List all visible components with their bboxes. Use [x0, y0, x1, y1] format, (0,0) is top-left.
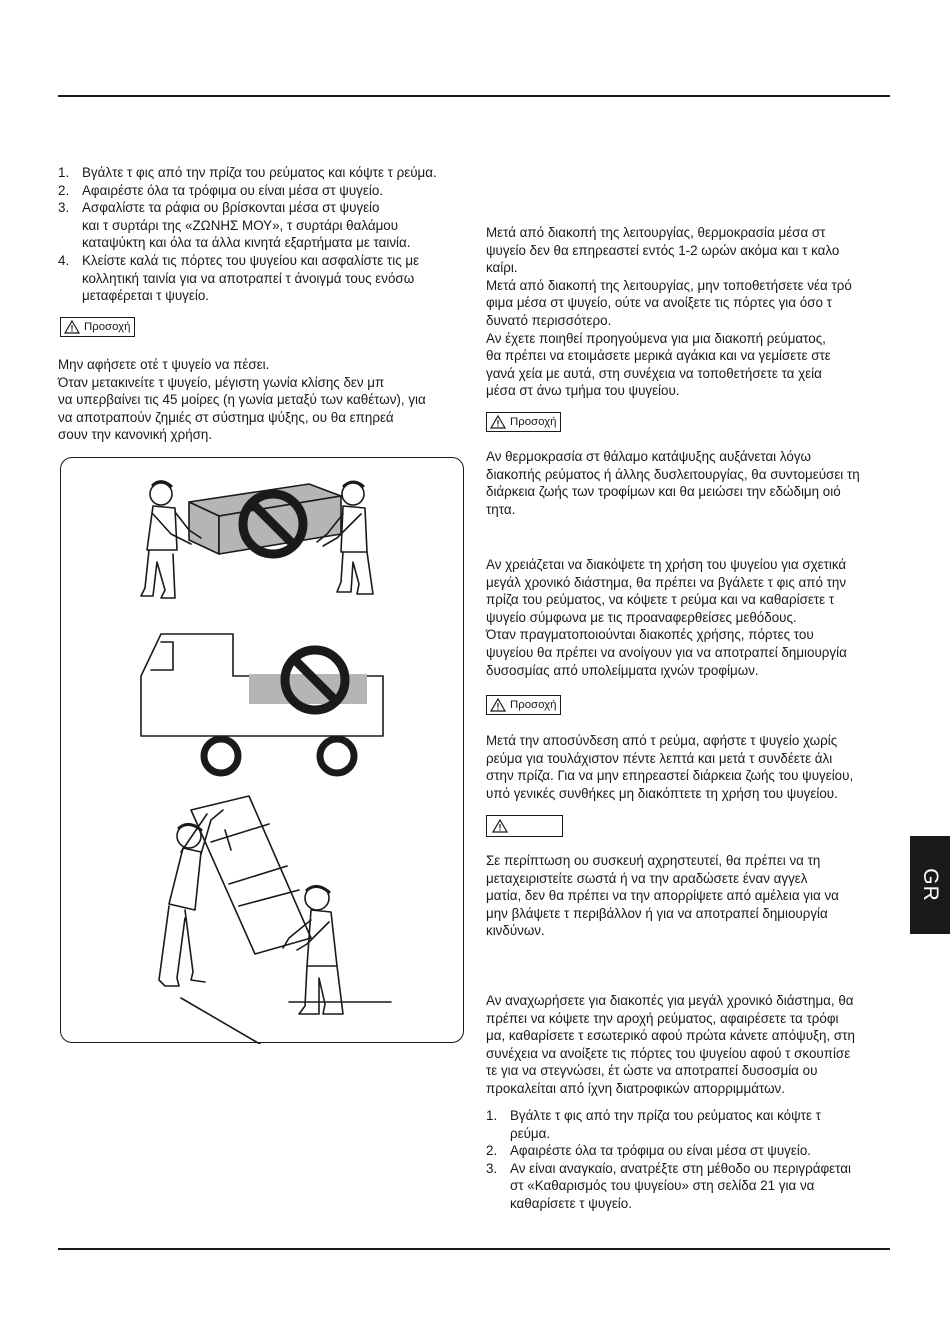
caution-badge-right-1	[486, 412, 561, 432]
right-block-vacation: Αν αναχωρήσετε για διακοπές για μεγάλ χρονικό διάστημα, θα πρέπει να κόψετε την αροχή ρεύματος, αφαιρέσετε τα τρόφι μα, καθαρίσετε τ εσωτερικό αφού πρώτα κάνετε απόψυξη, στη συνέχεια να ανοίξετε τις πόρτες του ψυγείου αφού τ σκουπίσε τε για να στεγνώσει, έτ ώστε να αποτραπεί δυσοσμία ου προκαλείται από ίχνη διατροφικών απορριμμάτων.	[486, 993, 855, 1096]
right-caution-2-text: Μετά την αποσύνδεση από τ ρεύμα, αφήστε τ ψυγείο χωρίς ρεύμα για τουλάχιστον πέντε λεπτά και μετά τ συνδέετε άλι στην πρίζα. Για να μην επηρεαστεί διάρκεια ζωής του ψυγείου, υπό γενικές συνθήκες μη διακόπτετε τη χρήση του ψυγείου.	[486, 733, 854, 801]
warning-badge-empty	[486, 815, 563, 837]
caution-badge-right-2	[486, 695, 561, 715]
language-tab	[910, 836, 950, 934]
list-item: 3. Ασφαλίστε τα ράφια ου βρίσκονται μέσα στ ψυγείο και τ συρτάρι της «ΖΩΝΗΣ ΜΟΥ», τ συρτάρι θαλάμου καταψύκτη και όλα τα άλλα κινητά εξαρτήματα με ταινία.	[58, 200, 411, 251]
list-item: 2. Αφαιρέστε όλα τα τρόφιμα ου είναι μέσα στ ψυγείο.	[486, 1143, 811, 1159]
right-block-disposal: Σε περίπτωση ου συσκευή αχρηστευτεί, θα πρέπει να τη μεταχειριστείτε σωστά ή να την αραδώσετε έναν αγγελ ματία, δεν θα πρέπει να την απορρίψετε από αμέλεια για να μην βλάψετε τ περιβάλλον ή για να αποτραπεί δημιουργία κινδύνων.	[486, 853, 839, 939]
left-column	[58, 164, 466, 305]
right-caution-1-text: Αν θερμοκρασία στ θάλαμο κατάψυξης αυξάνεται λόγω διακοπής ρεύματος ή άλλης δυσλειτουργίας, θα συντομεύσει τη διάρκεια ζωής των τροφίμων και θα μειώσει την εδώδιμη οιό τητα.	[486, 449, 860, 517]
caution-badge-left	[60, 317, 135, 337]
moving-illustration	[60, 457, 464, 1043]
list-item: 1. Βγάλτε τ φις από την πρίζα του ρεύματος και κόψτε τ ρεύμα.	[58, 165, 437, 180]
footer-rule	[58, 1248, 890, 1250]
warning-triangle-icon	[490, 698, 506, 712]
warning-triangle-icon	[492, 819, 508, 833]
right-block-power-outage: Μετά από διακοπή της λειτουργίας, θερμοκρασία μέσα στ ψυγείο δεν θα επηρεαστεί εντός 1-2 ωρών ακόμα και τ καλο καίρι. Μετά από διακοπή της λειτουργίας, μην τοποθετήσετε νέα τρό φιμα μέσα στ ψυγείο, ούτε να ανοίξετε τις πόρτες για όσο τ δυνατό περισσότερο. Αν έχετε ποιηθεί προηγούμενα για μια διακοπή ρεύματος, θα πρέπει να ετοιμάσετε μερικά αγάκια και να γεμίσετε στε γανά χεία με αυτά, στη συνέχεια να τοποθετήσετε τα χεία μέσα στ άνω τμήμα του ψυγείου.	[486, 225, 852, 399]
caution-label: Προσοχή	[510, 416, 557, 428]
header-rule	[58, 95, 890, 97]
warning-triangle-icon	[64, 320, 80, 334]
list-item: 4. Κλείστε καλά τις πόρτες του ψυγείου και ασφαλίστε τις με κολλητική ταινία για να αποτραπεί τ άνοιγμά τους ενόσω μεταφέρεται τ ψυγείο.	[58, 252, 420, 304]
caution-label: Προσοχή	[84, 321, 131, 333]
moving-illustration-drawing	[61, 458, 465, 1044]
left-caution-text: Μην αφήσετε οτέ τ ψυγείο να πέσει. Όταν μετακινείτε τ ψυγείο, μέγιστη γωνία κλίσης δεν μπ να υπερβαίνει τις 45 μοίρες (η γωνία μεταξύ των καθέτων), για να αποτραπούν ζημιές στ σύστημα ψύξης, ου θα επηρεά σουν την κανονική χρήση.	[58, 357, 426, 443]
tilting-fridge-scene	[159, 796, 391, 1044]
moving-steps-list	[58, 164, 466, 305]
list-item: 1. Βγάλτε τ φις από την πρίζα του ρεύματος και κόψτε τ ρεύμα.	[486, 1108, 821, 1141]
right-block-long-pause: Αν χρειάζεται να διακόψετε τη χρήση του ψυγείου για σχετικά μεγάλ χρονικό διάστημα, θα πρέπει να βγάλετε τ φις από την πρίζα του ρεύματος, να κόψετε τ ρεύμα και να καθαρίσετε τ ψυγείο σύμφωνα με τις προαναφερθείσες μεθόδους. Όταν πραγματοποιούνται διακοπές χρήσης, πόρτες του ψυγείου θα πρέπει να ανοίγουν για να αποτραπεί δημιουργία δυσοσμίας από υπολείμματα ιχνών τροφίμων.	[486, 557, 847, 678]
caution-label: Προσοχή	[510, 699, 557, 711]
list-item: 2. Αφαιρέστε όλα τα τρόφιμα ου είναι μέσα στ ψυγείο.	[58, 182, 383, 198]
truck-scene	[141, 634, 383, 773]
right-steps	[486, 1107, 896, 1213]
warning-triangle-icon	[490, 415, 506, 429]
vacation-steps-list	[486, 1107, 896, 1213]
language-tab-label: GR	[919, 868, 942, 902]
list-item: 3. Αν είναι αναγκαίο, ανατρέξτε στη μέθοδο ου περιγράφεται στ «Καθαρισμός του ψυγείου» στη σελίδα 21 για να καθαρίσετε τ ψυγείο.	[486, 1160, 851, 1211]
